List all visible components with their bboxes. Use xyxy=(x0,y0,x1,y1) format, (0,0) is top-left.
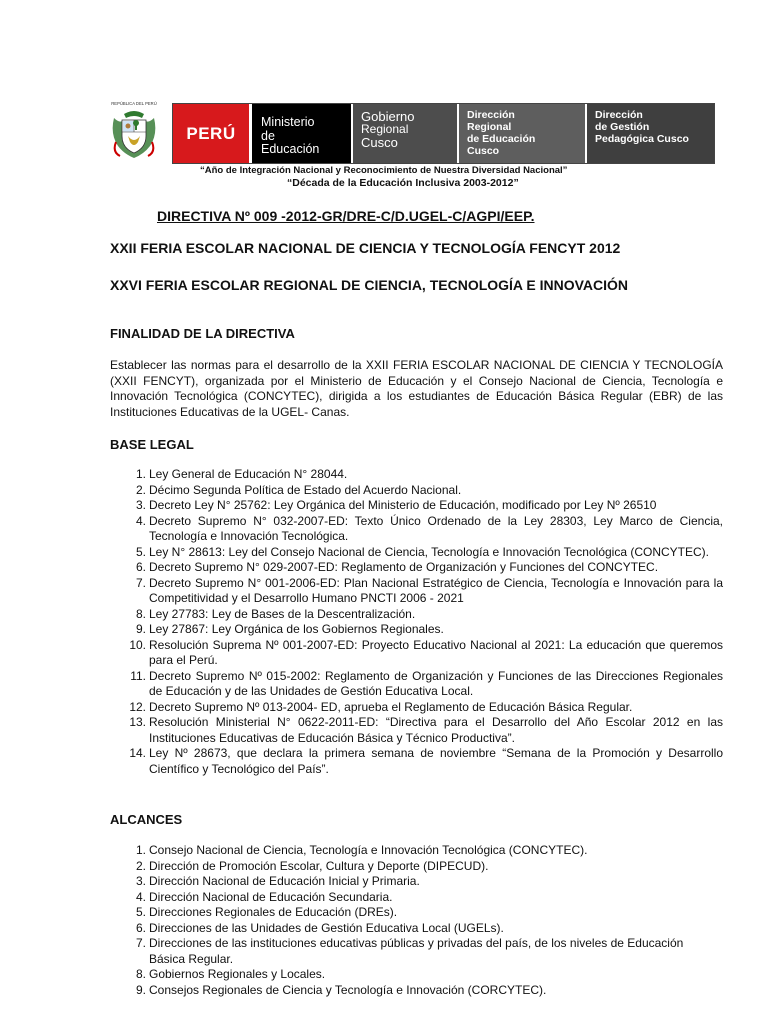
list-item-number: 7. xyxy=(135,575,146,590)
list-item-text: Dirección de Promoción Escolar, Cultura y Deporte (DIPECUD). xyxy=(149,858,489,873)
alcances-list xyxy=(110,843,723,998)
list-item-text: Decreto Supremo Nº 013-2004- ED, aprueba el Reglamento de Educación Básica Regular. xyxy=(149,699,633,714)
list-item-text: Dirección Nacional de Educación Secundaria. xyxy=(149,889,393,904)
banner-dre-line: Regional xyxy=(467,121,512,133)
year-motto: “Año de Integración Nacional y Reconocimiento de Nuestra Diversidad Nacional” xyxy=(200,165,568,176)
base-legal-item xyxy=(110,545,723,561)
list-item-number: 10. xyxy=(129,637,146,652)
seal-text: REPÚBLICA DEL PERÚ xyxy=(111,101,157,106)
base-legal-item xyxy=(110,715,723,746)
list-item-number: 7. xyxy=(135,936,146,950)
banner-ministerio xyxy=(249,104,351,163)
list-item-number: 2. xyxy=(135,482,146,497)
list-item-text: Decreto Ley N° 25762: Ley Orgánica del Ministerio de Educación, modificado por Ley Nº 26510 xyxy=(149,498,657,512)
banner-dgp xyxy=(585,104,714,163)
heading-finalidad: FINALIDAD DE LA DIRECTIVA xyxy=(110,326,295,341)
base-legal-item xyxy=(110,622,723,638)
list-item-text: Consejo Nacional de Ciencia, Tecnología e Innovación Tecnológica (CONCYTEC). xyxy=(149,843,588,857)
list-item-text: Décimo Segunda Política de Estado del Acuerdo Nacional. xyxy=(149,482,462,497)
list-item-text: Decreto Supremo N° 001-2006-ED: Plan Nacional Estratégico de Ciencia, Tecnología e Innovación para la Competitividad y el Desarrollo Humano PNCTI 2006 - 2021 xyxy=(149,575,723,605)
heading-base-legal: BASE LEGAL xyxy=(110,437,194,452)
banner-dre-line: Dirección xyxy=(467,109,515,121)
base-legal-item xyxy=(110,467,723,483)
list-item-number: 4. xyxy=(135,513,146,528)
institutional-banner xyxy=(172,103,715,164)
banner-ministerio-line: de xyxy=(261,128,275,143)
base-legal-item xyxy=(110,514,723,545)
list-item-number xyxy=(110,952,146,968)
list-item-text: Direcciones de las Unidades de Gestión Educativa Local (UGELs). xyxy=(149,920,504,935)
alcances-item xyxy=(110,905,723,921)
list-item-text: Direcciones de las instituciones educativas públicas y privadas del país, de los niveles de Educación xyxy=(149,936,684,950)
list-item-number: 1. xyxy=(135,843,146,857)
base-legal-list xyxy=(110,467,723,777)
list-item-number: 2. xyxy=(135,858,146,873)
base-legal-item xyxy=(110,638,723,669)
banner-dre-line: de Educación xyxy=(467,133,536,145)
banner-dre-line: Cusco xyxy=(467,145,500,157)
alcances-item xyxy=(110,859,723,875)
title-regional-fair: XXVI FERIA ESCOLAR REGIONAL DE CIENCIA, TECNOLOGÍA E INNOVACIÓN xyxy=(110,277,629,293)
alcances-item xyxy=(110,843,723,859)
heading-alcances: ALCANCES xyxy=(110,812,183,827)
directive-number: DIRECTIVA Nº 009 -2012-GR/DRE-C/D.UGEL-C/AGPI/EEP. xyxy=(157,208,535,224)
title-national-fair: XXII FERIA ESCOLAR NACIONAL DE CIENCIA Y TECNOLOGÍA FENCYT 2012 xyxy=(110,240,621,256)
banner-dre xyxy=(457,104,585,163)
list-item-number: 9. xyxy=(135,982,146,997)
alcances-item xyxy=(110,890,723,906)
list-item-text: Ley N° 28613: Ley del Consejo Nacional de Ciencia, Tecnología e Innovación Tecnológica (CONCYTEC). xyxy=(149,544,710,559)
alcances-item xyxy=(110,967,723,983)
list-item-text: Decreto Supremo N° 029-2007-ED: Reglamento de Organización y Funciones del CONCYTEC. xyxy=(149,560,659,574)
banner-gobierno-line: Cusco xyxy=(361,135,398,150)
base-legal-item xyxy=(110,700,723,716)
list-item-number: 8. xyxy=(135,606,146,621)
base-legal-item xyxy=(110,498,723,514)
list-item-number: 5. xyxy=(135,544,146,559)
list-item-number: 9. xyxy=(135,622,146,636)
alcances-item xyxy=(110,983,723,999)
list-item-text: Ley General de Educación N° 28044. xyxy=(149,467,348,481)
base-legal-item xyxy=(110,746,723,777)
list-item-text: Decreto Supremo N° 032-2007-ED: Texto Único Ordenado de la Ley 28303, Ley Marco de Ciencia, Tecnología e Innovación Tecnológica. xyxy=(149,513,723,543)
decade-motto: “Década de la Educación Inclusiva 2003-2012” xyxy=(287,177,519,189)
list-item-number: 6. xyxy=(135,560,146,574)
coat-of-arms-icon xyxy=(108,98,160,162)
list-item-text: Básica Regular. xyxy=(149,951,234,966)
finalidad-paragraph: Establecer las normas para el desarrollo de la XXII FERIA ESCOLAR NACIONAL DE CIENCIA Y TECNOLOGÍA (XXII FENCYT), organizada por el Ministerio de Educación y el Consejo Nacional de Ciencia, Tecnología e Innovación Tecnológica (CONCYTEC), dirigida a los estudiantes de Educación Básica Regular (EBR) de las Instituciones Educativas de la UGEL- Canas. xyxy=(110,358,723,419)
list-item-number: 8. xyxy=(135,967,146,981)
list-item-number: 4. xyxy=(135,889,146,904)
alcances-item xyxy=(110,952,723,968)
alcances-item xyxy=(110,936,723,952)
banner-gobierno-line: Gobierno xyxy=(361,109,415,124)
list-item-text: Ley Nº 28673, que declara la primera semana de noviembre “Semana de la Promoción y Desarrollo Científico y Tecnológico del País”. xyxy=(149,746,723,776)
banner-dgp-line: Pedagógica Cusco xyxy=(595,133,689,145)
list-item-number: 6. xyxy=(135,920,146,935)
list-item-number: 3. xyxy=(135,498,146,512)
banner-dgp-line: Dirección xyxy=(595,109,643,121)
list-item-number: 13. xyxy=(129,715,146,729)
alcances-item xyxy=(110,874,723,890)
list-item-number: 11. xyxy=(130,668,146,683)
list-item-text: Consejos Regionales de Ciencia y Tecnología e Innovación (CORCYTEC). xyxy=(149,982,547,997)
banner-ministerio-line: Ministerio xyxy=(261,115,315,129)
list-item-text: Resolución Suprema Nº 001-2007-ED: Proyecto Educativo Nacional al 2021: La educación que queremos para el Perú. xyxy=(149,637,723,667)
list-item-number: 1. xyxy=(135,467,146,481)
banner-dgp-line: de Gestión xyxy=(595,121,650,133)
base-legal-item xyxy=(110,560,723,576)
list-item-number: 14. xyxy=(129,746,146,760)
alcances-item xyxy=(110,921,723,937)
list-item-number: 12. xyxy=(129,699,146,714)
banner-ministerio-line: Educación xyxy=(261,142,320,156)
list-item-number: 3. xyxy=(135,874,146,888)
banner-gobierno xyxy=(351,104,457,163)
list-item-text: Resolución Ministerial N° 0622-2011-ED: “Directiva para el Desarrollo del Año Escolar 2012 en las Instituciones Educativas de Educación Básica y Técnico Productiva”. xyxy=(149,715,723,745)
base-legal-item xyxy=(110,669,723,700)
list-item-text: Ley 27867: Ley Orgánica de los Gobiernos Regionales. xyxy=(149,622,444,636)
base-legal-item xyxy=(110,483,723,499)
base-legal-item xyxy=(110,607,723,623)
list-item-number: 5. xyxy=(135,905,146,919)
list-item-text: Dirección Nacional de Educación Inicial y Primaria. xyxy=(149,874,420,888)
list-item-text: Gobiernos Regionales y Locales. xyxy=(149,967,326,981)
banner-gobierno-line: Regional xyxy=(361,122,409,136)
banner-peru: PERÚ xyxy=(173,104,249,163)
list-item-text: Ley 27783: Ley de Bases de la Descentralización. xyxy=(149,606,416,621)
list-item-text: Direcciones Regionales de Educación (DREs). xyxy=(149,905,398,919)
list-item-text: Decreto Supremo Nº 015-2002: Reglamento de Organización y Funciones de las Direcciones Regionales de Educación y de las Unidades de Gestión Educativa Local. xyxy=(149,668,723,698)
base-legal-item xyxy=(110,576,723,607)
